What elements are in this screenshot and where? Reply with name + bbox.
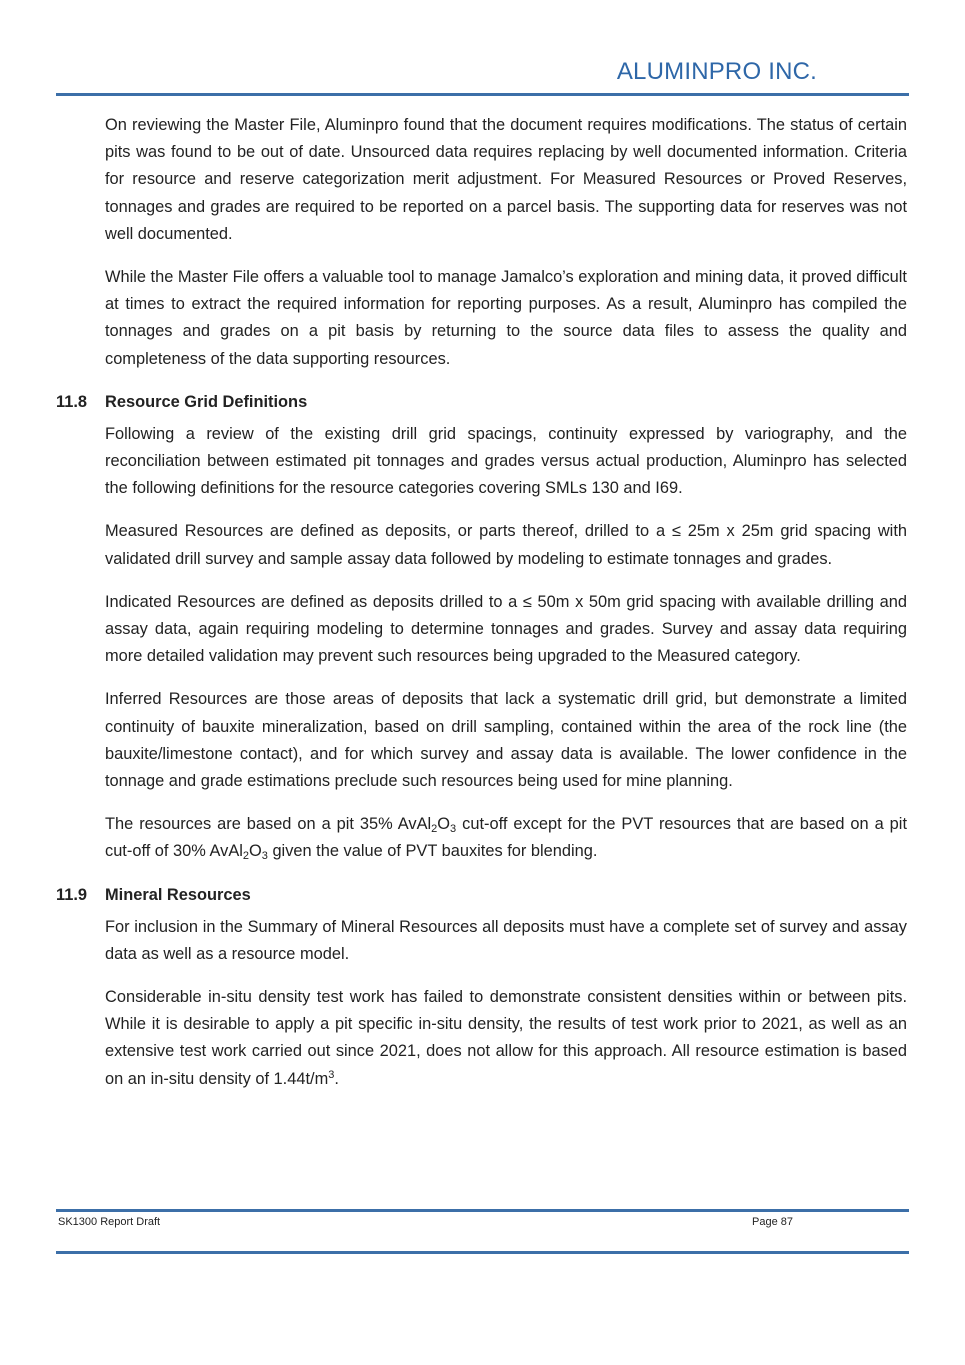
section-number: 11.9 (56, 885, 87, 904)
paragraph-inclusion-criteria: For inclusion in the Summary of Mineral Resources all deposits must have a complete set of survey and assay data as well as a resource model. (105, 917, 907, 963)
footer-report-name: SK1300 Report Draft (58, 1216, 161, 1228)
paragraph-cutoff-grades: The resources are based on a pit 35% $AvAl_2O_3$ cut-off except for the PVT resources that are based on a pit cut-off of 30% $AvAl_2O_3$ given the value of PVT bauxites for blending. (105, 815, 907, 863)
paragraph-master-file-tool: While the Master File offers a valuable tool to manage Jamalco’s exploration and mining data, it proved difficult at times to extract the required information for reporting purposes. As a result, Aluminpro has compiled the tonnages and grades on a pit basis by returning to the source data files to assess the quality and completeness of the data supporting resources. (105, 268, 907, 368)
paragraph-measured-resources: Measured Resources are defined as deposits, or parts thereof, drilled to a ≤ 25m x 25m grid spacing with validated drill survey and sample assay data followed by modeling to estimate tonnages and grades. (105, 522, 907, 568)
document-body (56, 112, 907, 1109)
paragraph-density: Considerable in-situ density test work has failed to demonstrate consistent densities within or between pits. While it is desirable to apply a pit specific in-situ density, the results of test work prior to 2021, as well as an extensive test work carried out since 2021, does not allow for this approach. All resource estimation is based on an in-situ density of $1.44t/m^3$. (105, 988, 907, 1088)
section-title: Mineral Resources (105, 885, 251, 904)
section-number: 11.8 (56, 392, 87, 411)
section-heading-11-8 (56, 391, 907, 413)
footer-page-number: Page 87 (752, 1216, 793, 1228)
section-title: Resource Grid Definitions (105, 392, 308, 411)
section-heading-11-9 (56, 884, 907, 906)
header-rule (56, 93, 909, 96)
company-name: ALUMINPRO INC. (616, 58, 817, 85)
paragraph-indicated-resources: Indicated Resources are defined as deposits drilled to a ≤ 50m x 50m grid spacing with available drilling and assay data, again requiring modeling to determine tonnages and grades. Survey and assay data requiring more detailed validation may prevent such resources being upgraded to the Measured category. (105, 592, 907, 666)
footer-rule-bottom (56, 1251, 909, 1254)
paragraph-inferred-resources: Inferred Resources are those areas of deposits that lack a systematic drill grid, but demonstrate a limited continuity of bauxite mineralization, based on drill sampling, contained within the area of the rock line (the bauxite/limestone contact), and for which survey and assay data is available. The lower confidence in the tonnage and grade estimations preclude such resources being used for mine planning. (105, 690, 907, 791)
paragraph-grid-review: Following a review of the existing drill grid spacings, continuity expressed by variography, and the reconciliation between estimated pit tonnages and grades versus actual production, Aluminpro has selected the following definitions for the resource categories covering SMLs 130 and I69. (105, 424, 907, 498)
footer-rule-top (56, 1209, 909, 1212)
paragraph-master-file-review: On reviewing the Master File, Aluminpro found that the document requires modifications. The status of certain pits was found to be out of date. Unsourced data requires replacing by well documented information. Criteria for resource and reserve categorization merit adjustment. For Measured Resources or Proved Reserves, tonnages and grades are required to be reported on a parcel basis. The supporting data for reserves was not well documented. (105, 116, 907, 243)
